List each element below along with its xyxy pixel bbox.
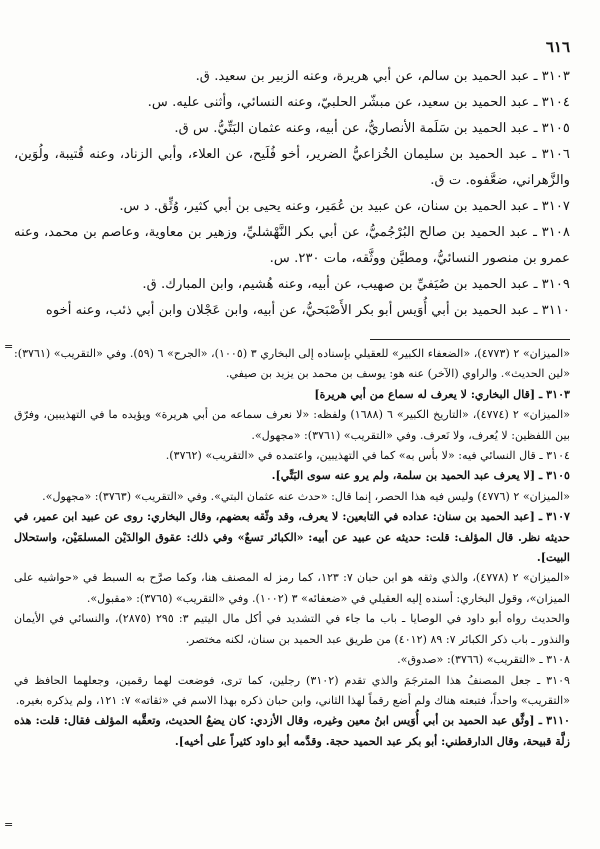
footnote-item: ٣١٠٨ ـ «التقريب» (٣٧٦٦): «صدوق».	[397, 653, 570, 667]
footnote-item: «الميزان» ٢ (٤٧٧٨)، والذي وثقه هو ابن حبان ٧: ١٢٣، كما رمز له المصنف هنا، وكما صرَّح به السبط في «حواشيه على الميزان»، وقول البخاري: أسنده إليه العقيلي في «ضعفائه» ٣ (١٠٠٢). وفي «التقريب» (٣٧٦٥): «مقبول».	[14, 571, 570, 605]
footnote-item: «الميزان» ٢ (٤٧٧٣)، «الضعفاء الكبير» للعقيلي بإسناده إلى البخاري ٣ (١٠٠٥)، «الجرح» ٦ (٥٩). وفي «التقريب» (٣٧٦١): «لين الحديث». والراوي (الآخر) عنه هو: يوسف بن محمد بن يزيد بن صيفي.	[14, 347, 571, 381]
entry-3109: ٣١٠٩ ـ عبد الحميد بن صُيَفيِّ بن صهيب، عن أبيه، وعنه هُشيم، وابن المبارك. ق.	[142, 277, 570, 292]
footnote-item: ٣١٠٩ ـ جعل المصنفُ هذا المترجَمَ والذي تقدم (٣١٠٢) رجلين، كما ترى، فوضعت لهما رقمين، وجعلهما الحافظ في «التقريب» واحداً، فتبعته هناك ولم أضع رقماً لهذا الثاني، وابن حبان ذكره بهذا الاسم في «ثقاته» ٧: ١٢١، ولم يذكره بغيره.	[14, 673, 570, 707]
entry-3104: ٣١٠٤ ـ عبد الحميد بن سعيد، عن مبشّر الحلبيّ، وعنه النسائي، وأثنى عليه. س.	[147, 95, 570, 110]
entry-3107: ٣١٠٧ ـ عبد الحميد بن سنان، عن عبيد بن عُمَير، وعنه يحيى بن أبي كثير، وُثِّق. د س.	[119, 199, 570, 214]
footnote-item: ٣١٠٣ ـ [قال البخاري: لا يعرف له سماع من أبي هريرة]	[314, 387, 570, 401]
footnote-item: ٣١٠٥ ـ [لا يعرف عبد الحميد بن سلمة، ولم يرو عنه سوى البَتِّي].	[271, 469, 570, 483]
footnotes	[14, 344, 570, 752]
page-number: ٦١٦	[545, 38, 570, 56]
entry-3106: ٣١٠٦ ـ عبد الحميد بن سليمان الخُزاعيُّ الضرير، أخو فُلَيح، عن العلاء، وأبي الزناد، وعنه قُتيبة، ولُوَين، والزَّهراني، ضعَّفوه. ت ق.	[14, 147, 570, 188]
entry-3110: ٣١١٠ ـ عبد الحميد بن أبي أُوَيس أبو بكر الأَصْبَحيُّ، عن أبيه، وابن عَجْلان وابن أبي ذئب، وعنه أخوه	[45, 303, 570, 318]
footnote-item: ٣١٠٧ ـ [عبد الحميد بن سنان: عداده في التابعين: لا يعرف، وقد وثّقه بعضهم، وقال البخاري: روى عن عبيد ابن عمير، في حديثه نظر. قال المؤلف: قلت: حديثه عن عبيد عن أبيه: «الكبائر تسعٌ» وفي ذلك: عقوق الوالدَيْن المسلمَيْن، واستحلال البيت].	[14, 510, 570, 565]
continuation-marker: =	[4, 818, 14, 831]
footnote-divider	[370, 339, 570, 340]
continuation-marker: =	[4, 340, 14, 353]
main-text	[14, 64, 570, 324]
footnote-item: «الميزان» ٢ (٤٧٧٦) وليس فيه هذا الحصر، إنما قال: «حدث عنه عثمان البتي». وفي «التقريب» (٣٧٦٣): «مجهول».	[42, 489, 570, 503]
footnote-item: «الميزان» ٢ (٤٧٧٤)، «التاريخ الكبير» ٦ (١٦٨٨) ولفظه: «لا نعرف سماعه من أبي هريرة» ويؤيده ما في التهذيبين، وفرّق بين اللفظين: لا يُعرف، ولا نَعرف. وفي «التقريب» (٣٧٦١): «مجهول».	[14, 408, 570, 442]
footnote-item: ٣١٠٤ ـ قال النسائي فيه: «لا بأس به» كما في التهذيبين، واعتمده في «التقريب» (٣٧٦٢).	[165, 449, 570, 463]
footnote-item: والحديث رواه أبو داود في الوصايا ـ باب ما جاء في التشديد في أكل مال اليتيم ٣: ٢٩٥ (٢٨٧٥)، والنسائي في الأيمان والنذور ـ باب ذكر الكبائر ٧: ٨٩ (٤٠١٢) من طريق عبد الحميد بن سنان، لكنه مختصر.	[14, 612, 571, 646]
entry-3108: ٣١٠٨ ـ عبد الحميد بن صالح البُرْجُميُّ، عن أبي بكر النَّهْشليِّ، وزهير بن معاوية، وعاصم بن محمد، وعنه عمرو بن منصور النسائيُّ، ومطيَّن ووثَّقه، مات ٢٣٠. س.	[14, 225, 570, 266]
footnote-item: ٣١١٠ ـ [وثَّق عبد الحميد بن أبي أُوَيس ابنُ معين وغيره، وقال الأزدي: كان يضعُ الحديث، وتعقَّبه المؤلف فقال: قلت: هذه زلَّة قبيحة، وقال الدارقطني: أبو بكر عبد الحميد حجة. وقدَّمه أبو داود كثيراً على أخيه].	[14, 714, 570, 748]
entry-3103: ٣١٠٣ ـ عبد الحميد بن سالم، عن أبي هريرة، وعنه الزبير بن سعيد. ق.	[195, 69, 570, 84]
entry-3105: ٣١٠٥ ـ عبد الحميد بن سَلَمة الأنصاريُّ، عن أبيه، وعنه عثمان البَتِّيُّ. س ق.	[174, 121, 570, 136]
